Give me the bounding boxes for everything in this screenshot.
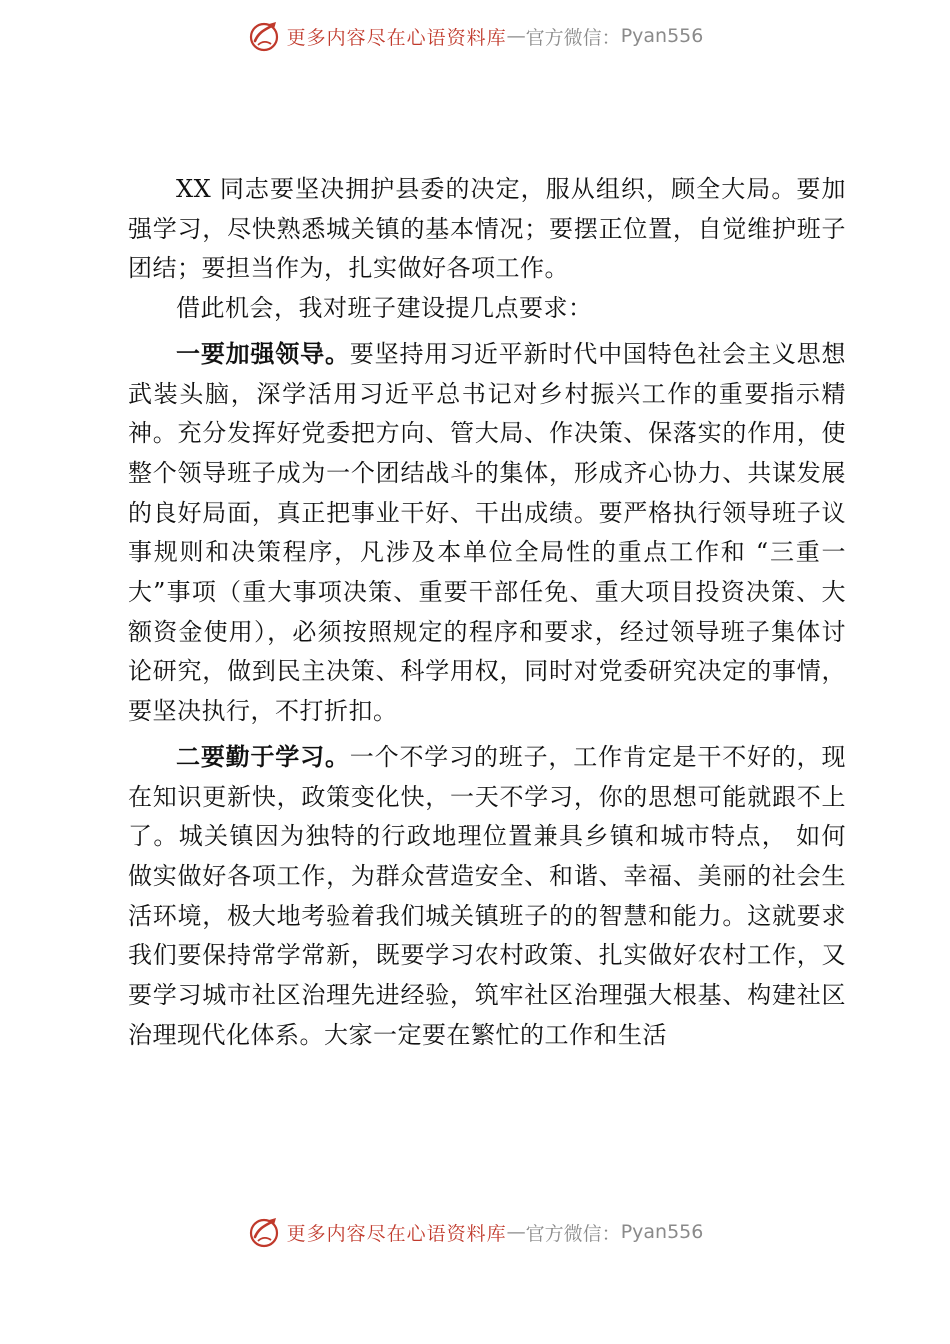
paragraph-2-text: 借此机会，我对班子建设提几点要求：	[176, 294, 593, 323]
pen-swirl-logo-icon	[247, 19, 281, 53]
paragraph-3-text: 要坚持用习近平新时代中国特色社会主义思想武装头脑，深学活用习近平总书记对乡村振兴工作的重要指示精神。充分发挥好党委把方向、管大局、作决策、保落实的作用，使整个领导班子成为一个团结战斗的集体，形成齐心协力、共谋发展的良好局面，真正把事业干好、干出成绩。要严格执行领导班子议事规则和决策程序，凡涉及本单位全局性的重点工作和 “三重一大”事项（重大事项决策、重要干部任免、重大项目投资决策、大额资金使用），必须按照规定的程序和要求，经过领导班子集体讨论研究，做到民主决策、科学用权，同时对党委研究决定的事情，要坚决执行，不打折扣。	[128, 339, 847, 726]
footer-watermark	[0, 1210, 950, 1254]
watermark-brand: 更多内容尽在心语资料库	[286, 26, 507, 49]
pen-swirl-logo-icon	[247, 1215, 281, 1249]
watermark-separator: —	[506, 25, 526, 47]
paragraph-1-text: XX 同志要坚决拥护县委的决定，服从组织，顾全大局。要加强学习，尽快熟悉城关镇的基本情况；要摆正位置，自觉维护班子团结；要担当作为，扎实做好各项工作。	[128, 175, 846, 283]
paragraph-3-heading: 一要加强领导。	[176, 339, 350, 368]
watermark-wechat-id: Pyan556	[620, 25, 704, 47]
watermark-wechat-label: 官方微信：	[525, 1222, 621, 1245]
paragraph-4-heading: 二要勤于学习。	[176, 742, 350, 771]
watermark-wechat-id: Pyan556	[620, 1221, 704, 1243]
paragraph-4-text: 一个不学习的班子，工作肯定是干不好的，现在知识更新快，政策变化快，一天不学习，你的思想可能就跟不上了。城关镇因为独特的行政地理位置兼具乡镇和城市特点， 如何做实做好各项工作，为群众营造安全、和谐、幸福、美丽的社会生活环境，极大地考验着我们城关镇班子的的智慧和能力。这就要求我们要保持常学常新，既要学习农村政策、扎实做好农村工作，又要学习城市社区治理先进经验，筑牢社区治理强大根基、构建社区治理现代化体系。大家一定要在繁忙的工作和生活	[128, 742, 847, 1049]
paragraph-4	[128, 738, 846, 1056]
watermark-wechat-label: 官方微信：	[525, 26, 621, 49]
document-body	[128, 170, 846, 1055]
paragraph-2	[128, 289, 846, 329]
paragraph-3	[128, 335, 846, 732]
watermark-separator: —	[506, 1221, 526, 1243]
header-watermark	[0, 14, 950, 58]
paragraph-1	[128, 170, 846, 289]
watermark-brand: 更多内容尽在心语资料库	[286, 1222, 507, 1245]
